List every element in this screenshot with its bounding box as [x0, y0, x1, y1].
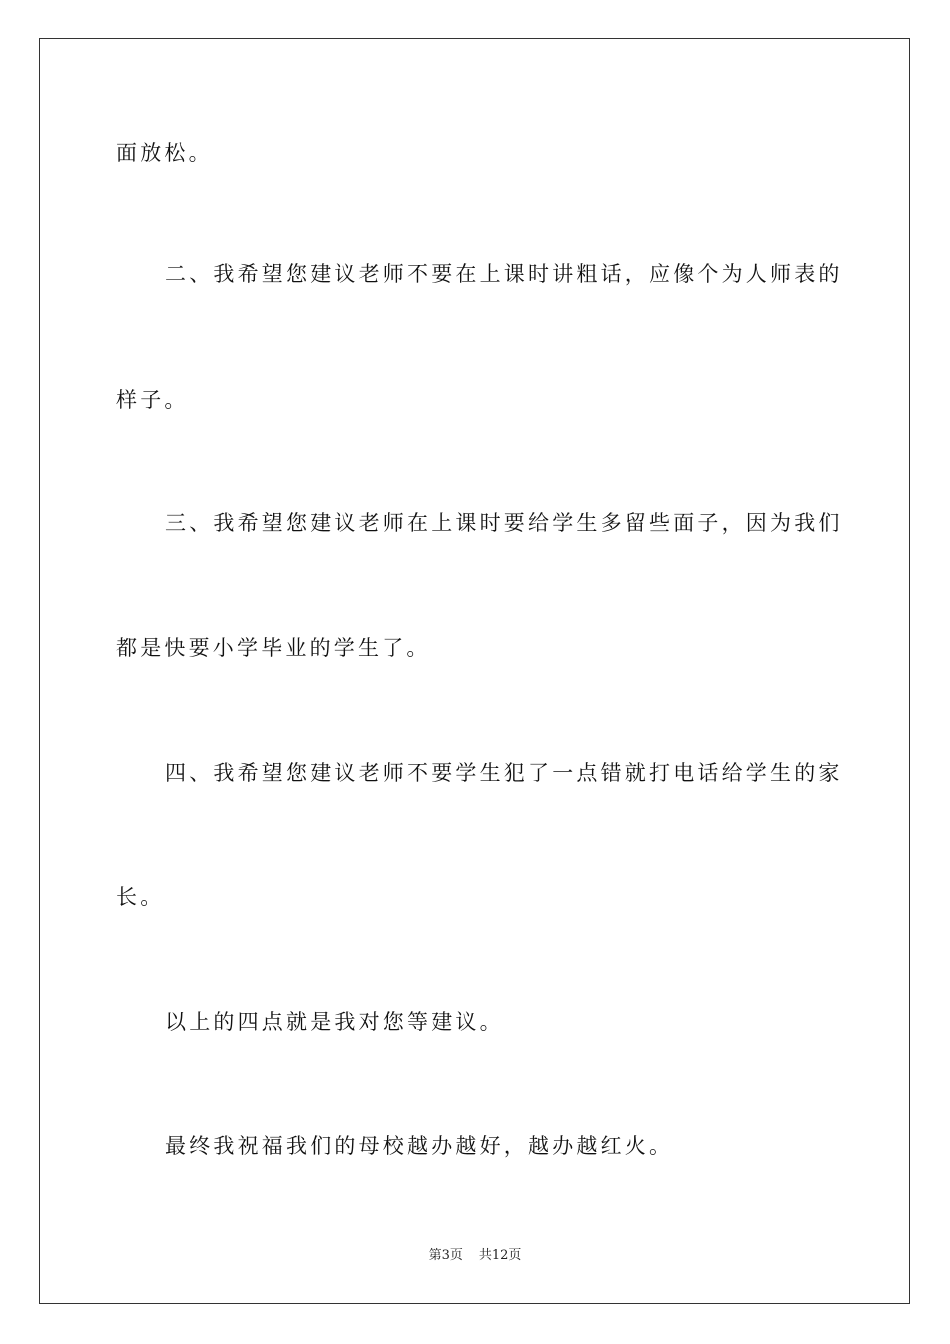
page-footer — [0, 1247, 950, 1265]
text-line: 二、我希望您建议老师不要在上课时讲粗话，应像个为人师表的 — [165, 262, 843, 286]
text-line: 三、我希望您建议老师在上课时要给学生多留些面子，因为我们 — [165, 511, 843, 535]
page-border — [39, 38, 910, 1304]
page-number: 第3页 — [428, 1248, 463, 1263]
text-line: 面放松。 — [116, 141, 213, 165]
text-line: 样子。 — [116, 388, 189, 412]
text-line: 长。 — [116, 885, 165, 909]
page-total: 共12页 — [478, 1248, 522, 1263]
text-line: 四、我希望您建议老师不要学生犯了一点错就打电话给学生的家 — [165, 761, 843, 785]
text-line: 以上的四点就是我对您等建议。 — [165, 1010, 504, 1034]
text-line: 都是快要小学毕业的学生了。 — [116, 636, 431, 660]
text-line: 最终我祝福我们的母校越办越好，越办越红火。 — [165, 1134, 674, 1158]
